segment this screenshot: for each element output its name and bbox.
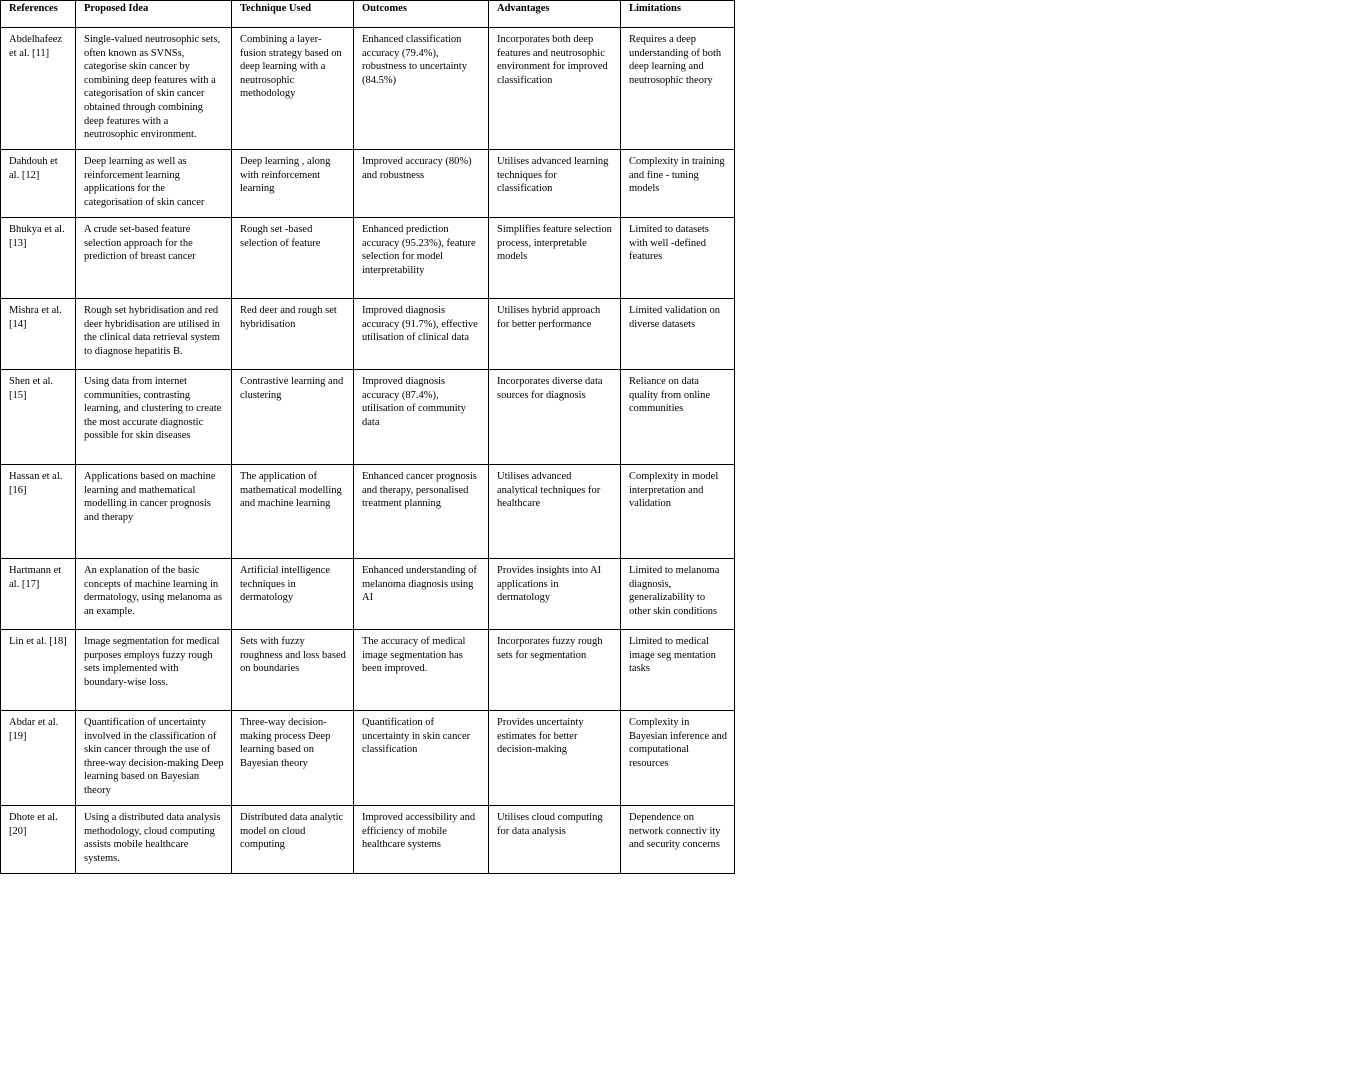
cell-advantages: Incorporates both deep features and neutrosophic environment for improved classification xyxy=(489,28,621,150)
cell-advantages: Simplifies feature selection process, interpretable models xyxy=(489,218,621,299)
cell-outcomes: Quantification of uncertainty in skin cancer classification xyxy=(354,711,489,806)
cell-limitations: Limited to medical image seg mentation tasks xyxy=(621,630,735,711)
table-row xyxy=(1,218,735,299)
cell-reference: Dhote et al. [20] xyxy=(1,806,76,874)
cell-limitations: Complexity in Bayesian inference and computational resources xyxy=(621,711,735,806)
cell-advantages: Provides uncertainty estimates for better decision-making xyxy=(489,711,621,806)
cell-outcomes: The accuracy of medical image segmentation has been improved. xyxy=(354,630,489,711)
table-row xyxy=(1,370,735,465)
cell-outcomes: Enhanced cancer prognosis and therapy, personalised treatment planning xyxy=(354,465,489,559)
cell-technique: Distributed data analytic model on cloud computing xyxy=(232,806,354,874)
cell-advantages: Utilises hybrid approach for better performance xyxy=(489,299,621,370)
cell-outcomes: Enhanced prediction accuracy (95.23%), feature selection for model interpretability xyxy=(354,218,489,299)
cell-technique: Deep learning , along with reinforcement learning xyxy=(232,150,354,218)
cell-technique: The application of mathematical modelling and machine learning xyxy=(232,465,354,559)
cell-limitations: Requires a deep understanding of both deep learning and neutrosophic theory xyxy=(621,28,735,150)
cell-outcomes: Improved diagnosis accuracy (91.7%), effective utilisation of clinical data xyxy=(354,299,489,370)
cell-limitations: Complexity in model interpretation and validation xyxy=(621,465,735,559)
cell-technique: Sets with fuzzy roughness and loss based on boundaries xyxy=(232,630,354,711)
table-row xyxy=(1,465,735,559)
cell-advantages: Incorporates fuzzy rough sets for segmentation xyxy=(489,630,621,711)
cell-limitations: Complexity in training and fine - tuning models xyxy=(621,150,735,218)
cell-proposed-idea: Applications based on machine learning and mathematical modelling in cancer prognosis and therapy xyxy=(76,465,232,559)
cell-reference: Bhukya et al. [13] xyxy=(1,218,76,299)
cell-outcomes: Improved accuracy (80%) and robustness xyxy=(354,150,489,218)
cell-limitations: Dependence on network connectiv ity and security concerns xyxy=(621,806,735,874)
cell-proposed-idea: An explanation of the basic concepts of machine learning in dermatology, using melanoma as an example. xyxy=(76,559,232,630)
cell-limitations: Limited validation on diverse datasets xyxy=(621,299,735,370)
cell-advantages: Incorporates diverse data sources for diagnosis xyxy=(489,370,621,465)
header-advantages: Advantages xyxy=(489,1,621,28)
cell-technique: Contrastive learning and clustering xyxy=(232,370,354,465)
cell-outcomes: Enhanced classification accuracy (79.4%), robustness to uncertainty (84.5%) xyxy=(354,28,489,150)
cell-technique: Combining a layer-fusion strategy based on deep learning with a neutrosophic methodology xyxy=(232,28,354,150)
cell-reference: Hartmann et al. [17] xyxy=(1,559,76,630)
cell-proposed-idea: Using a distributed data analysis methodology, cloud computing assists mobile healthcare systems. xyxy=(76,806,232,874)
table-row xyxy=(1,806,735,874)
cell-technique: Artificial intelligence techniques in dermatology xyxy=(232,559,354,630)
cell-advantages: Utilises advanced learning techniques for classification xyxy=(489,150,621,218)
cell-outcomes: Enhanced understanding of melanoma diagnosis using AI xyxy=(354,559,489,630)
cell-advantages: Utilises advanced analytical techniques for healthcare xyxy=(489,465,621,559)
cell-proposed-idea: Quantification of uncertainty involved in the classification of skin cancer through the use of three-way decision-making Deep learning based on Bayesian theory xyxy=(76,711,232,806)
table-row xyxy=(1,559,735,630)
cell-proposed-idea: Image segmentation for medical purposes employs fuzzy rough sets implemented with boundary-wise loss. xyxy=(76,630,232,711)
cell-proposed-idea: A crude set-based feature selection approach for the prediction of breast cancer xyxy=(76,218,232,299)
cell-reference: Abdar et al. [19] xyxy=(1,711,76,806)
table-row xyxy=(1,28,735,150)
cell-technique: Red deer and rough set hybridisation xyxy=(232,299,354,370)
cell-outcomes: Improved diagnosis accuracy (87.4%), utilisation of community data xyxy=(354,370,489,465)
cell-limitations: Limited to datasets with well -defined features xyxy=(621,218,735,299)
cell-proposed-idea: Rough set hybridisation and red deer hybridisation are utilised in the clinical data retrieval system to diagnose hepatitis B. xyxy=(76,299,232,370)
cell-reference: Abdelhafeez et al. [11] xyxy=(1,28,76,150)
cell-limitations: Limited to melanoma diagnosis, generalizability to other skin conditions xyxy=(621,559,735,630)
header-technique-used: Technique Used xyxy=(232,1,354,28)
table-row xyxy=(1,150,735,218)
header-limitations: Limitations xyxy=(621,1,735,28)
cell-advantages: Utilises cloud computing for data analysis xyxy=(489,806,621,874)
header-references: References xyxy=(1,1,76,28)
cell-advantages: Provides insights into AI applications in dermatology xyxy=(489,559,621,630)
cell-reference: Mishra et al. [14] xyxy=(1,299,76,370)
cell-reference: Hassan et al. [16] xyxy=(1,465,76,559)
table-row xyxy=(1,711,735,806)
cell-reference: Shen et al. [15] xyxy=(1,370,76,465)
header-proposed-idea: Proposed Idea xyxy=(76,1,232,28)
cell-reference: Dahdouh et al. [12] xyxy=(1,150,76,218)
cell-limitations: Reliance on data quality from online communities xyxy=(621,370,735,465)
table-row xyxy=(1,630,735,711)
cell-technique: Rough set -based selection of feature xyxy=(232,218,354,299)
cell-proposed-idea: Single-valued neutrosophic sets, often known as SVNSs, categorise skin cancer by combining deep features with a categorisation of skin cancer obtained through combining deep features with a neutrosophic environment. xyxy=(76,28,232,150)
table-row xyxy=(1,299,735,370)
cell-technique: Three-way decision-making process Deep learning based on Bayesian theory xyxy=(232,711,354,806)
header-outcomes: Outcomes xyxy=(354,1,489,28)
table-header-row xyxy=(1,1,735,28)
cell-proposed-idea: Using data from internet communities, contrasting learning, and clustering to create the most accurate diagnostic possible for skin diseases xyxy=(76,370,232,465)
literature-comparison-table xyxy=(0,0,735,874)
cell-proposed-idea: Deep learning as well as reinforcement learning applications for the categorisation of skin cancer xyxy=(76,150,232,218)
cell-reference: Lin et al. [18] xyxy=(1,630,76,711)
cell-outcomes: Improved accessibility and efficiency of mobile healthcare systems xyxy=(354,806,489,874)
